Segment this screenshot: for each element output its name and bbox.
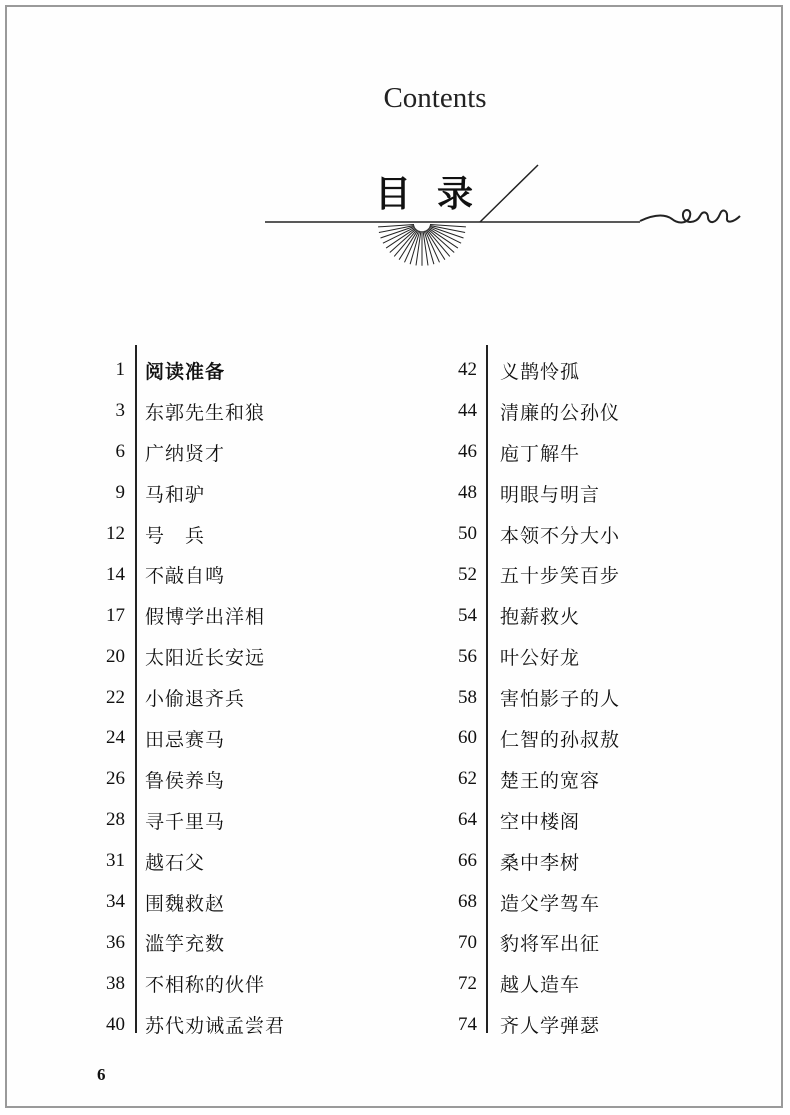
toc-entry-page: 38 <box>106 972 125 994</box>
toc-entry-page: 64 <box>458 809 477 831</box>
toc-entry <box>99 759 285 800</box>
toc-entry-title: 滥竽充数 <box>145 933 226 956</box>
toc-entry-page: 44 <box>458 400 477 422</box>
toc-entry <box>449 473 620 514</box>
toc-entry-title: 假博学出洋相 <box>145 606 266 629</box>
toc-entry-title: 桑中李树 <box>500 851 581 874</box>
toc-entry-title: 楚王的宽容 <box>500 769 601 792</box>
toc-entry <box>99 554 285 595</box>
ornament-slash <box>480 165 538 222</box>
toc-entry-title: 太阳近长安远 <box>145 647 266 670</box>
toc-entry <box>449 595 620 636</box>
toc-entry-title: 广纳贤才 <box>145 442 226 465</box>
toc-entry-page: 50 <box>458 523 477 544</box>
toc-entry-page: 24 <box>106 727 125 749</box>
toc-entry-page: 46 <box>458 441 477 463</box>
toc-entry-title: 不相称的伙伴 <box>145 974 266 997</box>
toc-entry-title: 抱薪救火 <box>500 606 581 629</box>
toc-entry-title: 围魏救赵 <box>145 892 226 915</box>
toc-entry-title: 田忌赛马 <box>145 728 226 751</box>
toc-entry <box>449 432 620 473</box>
toc-entry <box>99 1004 285 1045</box>
toc-entry <box>99 922 285 963</box>
toc-entry-title: 阅读准备 <box>145 360 226 383</box>
toc-entry <box>99 636 285 677</box>
toc-entry-page: 48 <box>458 482 477 504</box>
toc-entry-page: 58 <box>458 686 477 708</box>
toc-entry <box>449 636 620 677</box>
sunburst-ray <box>428 229 454 253</box>
toc-entry-page: 31 <box>106 850 125 872</box>
sunburst-ray <box>399 230 418 260</box>
toc-entry-page: 66 <box>458 850 477 872</box>
toc-entry-title: 苏代劝诫孟尝君 <box>145 1015 286 1038</box>
toc-entry <box>99 963 285 1004</box>
toc-entry <box>449 800 620 841</box>
toc-entry-page: 1 <box>115 359 125 381</box>
toc-entry <box>449 1004 620 1045</box>
toc-entry <box>99 473 285 514</box>
toc-entry-page: 3 <box>115 400 125 422</box>
toc-entry-page: 60 <box>458 727 477 749</box>
toc-entry-page: 36 <box>106 931 125 953</box>
toc-entry-title: 小偷退齐兵 <box>145 688 246 711</box>
toc-entry-title: 义鹊怜孤 <box>500 360 581 383</box>
toc-left-column <box>99 350 285 1045</box>
toc-entry-page: 17 <box>106 604 125 626</box>
sunburst-ray <box>390 229 416 253</box>
toc-entry-page: 72 <box>458 972 477 994</box>
toc-entry-title: 害怕影子的人 <box>500 688 621 711</box>
toc-entry <box>449 922 620 963</box>
toc-entry-page: 62 <box>458 768 477 790</box>
toc-entry <box>99 677 285 718</box>
toc-entry <box>449 718 620 759</box>
ornament-sunburst <box>378 225 466 266</box>
sunburst-ray <box>426 230 445 260</box>
toc-entry-page: 74 <box>458 1013 477 1035</box>
toc-entry-title: 马和驴 <box>145 483 206 506</box>
toc-entry-page: 54 <box>458 604 477 626</box>
toc-entry-page: 40 <box>106 1013 125 1035</box>
toc-entry <box>99 432 285 473</box>
toc-entry-title: 明眼与明言 <box>500 483 601 506</box>
ornament-lines <box>265 165 740 222</box>
toc-entry <box>449 391 620 432</box>
toc-entry-title: 五十步笑百步 <box>500 565 621 588</box>
toc-entry-title: 豹将军出征 <box>500 933 601 956</box>
toc-entry <box>449 963 620 1004</box>
toc-entry <box>99 882 285 923</box>
toc-entry-title: 清廉的公孙仪 <box>500 401 621 424</box>
toc-entry-page: 22 <box>106 686 125 708</box>
toc-entry <box>99 718 285 759</box>
toc-entry-title: 庖丁解牛 <box>500 442 581 465</box>
toc-entry <box>99 514 285 555</box>
toc-entry <box>449 677 620 718</box>
toc-entry-title: 东郭先生和狼 <box>145 401 266 424</box>
toc-entry-page: 56 <box>458 645 477 667</box>
toc-entry-title: 空中楼阁 <box>500 810 581 833</box>
ornament-flourish <box>640 210 740 222</box>
toc-entry <box>449 350 620 391</box>
toc-entry <box>99 841 285 882</box>
toc-entry-title: 叶公好龙 <box>500 647 581 670</box>
title-chinese: 目录 <box>375 174 500 215</box>
toc-entry <box>449 514 620 555</box>
toc-entry-page: 9 <box>115 482 125 504</box>
toc-entry-title: 寻千里马 <box>145 810 226 833</box>
toc-entry <box>449 841 620 882</box>
toc-entry <box>99 350 285 391</box>
toc-entry-page: 70 <box>458 931 477 953</box>
toc-entry-title: 齐人学弹瑟 <box>500 1015 601 1038</box>
toc-entry-page: 42 <box>458 359 477 381</box>
title-ornament <box>0 0 790 300</box>
toc-entry-page: 26 <box>106 768 125 790</box>
toc-entry-title: 仁智的孙叔敖 <box>500 728 621 751</box>
toc-entry-page: 20 <box>106 645 125 667</box>
toc-entry-page: 68 <box>458 891 477 913</box>
toc-entry-page: 6 <box>115 441 125 463</box>
toc-right-column <box>449 350 620 1045</box>
toc-entry-title: 越石父 <box>145 851 206 874</box>
toc-entry-page: 14 <box>106 563 125 585</box>
toc-entry <box>449 882 620 923</box>
toc-entry-title: 越人造车 <box>500 974 581 997</box>
toc-entry <box>449 554 620 595</box>
toc-entry-page: 34 <box>106 891 125 913</box>
toc-entry-title: 不敲自鸣 <box>145 565 226 588</box>
toc-entry-title: 本领不分大小 <box>500 524 621 547</box>
toc-entry <box>99 391 285 432</box>
page-number: 6 <box>97 1065 106 1084</box>
toc-entry-title: 鲁侯养鸟 <box>145 769 226 792</box>
toc-entry-title: 号 兵 <box>145 524 206 547</box>
toc-entry-page: 12 <box>106 523 125 544</box>
toc-entry <box>99 800 285 841</box>
toc-entry-title: 造父学驾车 <box>500 892 601 915</box>
toc-entry <box>99 595 285 636</box>
toc-entry <box>449 759 620 800</box>
toc-entry-page: 28 <box>106 809 125 831</box>
toc-entry-page: 52 <box>458 563 477 585</box>
title-english: Contents <box>383 82 487 114</box>
